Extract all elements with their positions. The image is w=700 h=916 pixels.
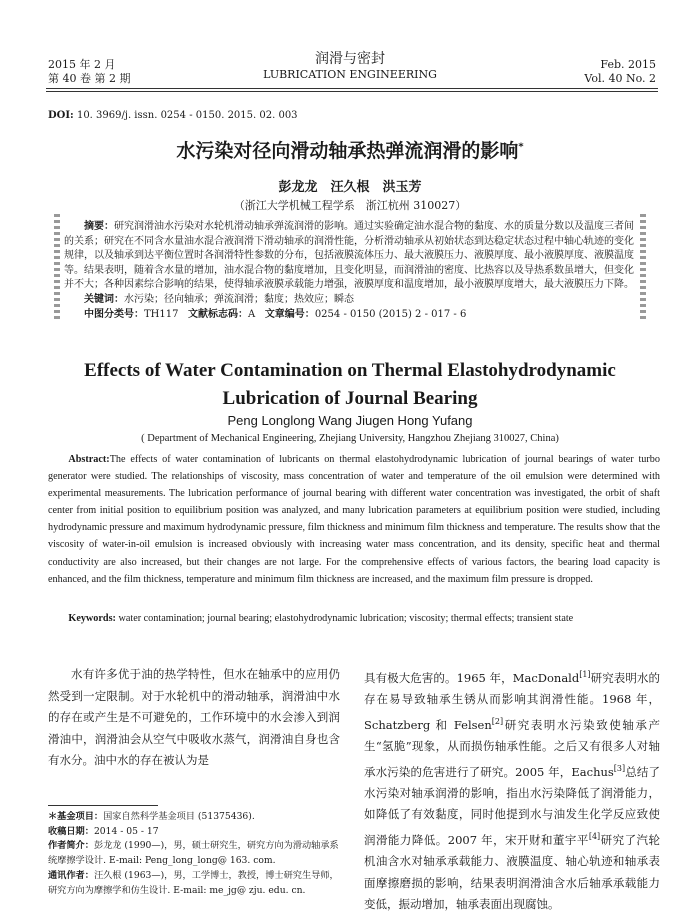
journal-name-en: LUBRICATION ENGINEERING [263,68,437,81]
clc-value: TH117 [144,308,179,320]
body-right-text-2: 研究表明水的存在易导致轴承生锈从而影响其润滑性能。1968 年，Schatzberg 和 Felsen [364,670,660,732]
body-right-text-4: 总结了水污染对轴承润滑的影响，指出水污染降低了润滑能力，如降低了有效黏度，同时他提到水与油发生化学反应致使润滑能力降低。2007 年，宋开财和董宇平 [364,764,661,847]
abstract-en-label: Abstract: [68,454,110,465]
received-note [48,825,340,840]
abstract-cn-para [64,220,634,293]
corr-text: 汪久根 (1963—)，男，工学博士，教授，博士研究生导师，研究方向为摩擦学和仿生设计. E-mail: me_jg@ zju. edu. cn. [48,869,339,896]
author-label: 作者简介： [48,840,94,852]
abstract-cn-text: 研究润滑油水污染对水轮机滑动轴承弹流润滑的影响。通过实验确定油水混合物的黏度、水的质量分数以及温度三者间的关系；研究在不同含水量油水混合液润滑下滑动轴承的润滑性能，分析滑动轴承从初始状态到达稳定状态过程中轴心轨迹的变化规律，以及轴承到达平衡位置时各润滑特性参数的分布，包括液膜流体压力、最大液膜压力、液膜厚度、最小液膜厚度、液膜温度等。结果表明，随着含水量的增加，油水混合物的黏度增加，且变化明显，而润滑油的密度、比热容以及导热系数虽增大，但变化并不大；各种因素综合影响的结果，使得轴承液膜承载能力增强，液膜厚度和温度增加，最小液膜厚度增大，最大液膜压力下降。 [64,221,634,291]
authors-cn: 彭龙龙 汪久根 洪玉芳 [278,180,422,195]
authors-en: Peng Longlong Wang Jiugen Hong Yufang [227,413,473,428]
keywords-en-text: water contamination; journal bearing; elastohydrodynamic lubrication; viscosity; thermal effects; transient state [118,613,574,624]
body-right-text-1: 具有极大危害的。1965 年，MacDonald [364,670,580,685]
body-right-text-5: 研究了汽轮机油含水对轴承承载能力、液膜温度、轴心轨迹和轴承表面摩擦磨损的影响，结果表明润滑油含水后轴承承载能力变低，振动增加，轴承表面出现腐蚀。 [364,832,661,912]
article-no-value: 0254 - 0150 (2015) 2 - 017 - 6 [314,308,467,320]
corresponding-note [48,869,340,898]
issue-month-cn: 2015 年 2 月 [48,58,116,71]
doi-value: 10. 3969/j. issn. 0254 - 0150. 2015. 02. 003 [76,110,298,121]
abstract-cn-label: 摘要： [84,221,114,232]
received-text: 2014 - 05 - 17 [93,825,159,837]
fund-text: 国家自然科学基金项目 (51375436). [103,811,255,822]
citation-3: [3] [613,763,626,773]
keywords-cn [64,293,634,308]
title-footnote-mark: * [518,141,524,153]
keywords-cn-text: 水污染；径向轴承；弹流润滑；黏度；热效应；瞬态 [124,293,354,305]
issue-volume-cn: 第 40 卷 第 2 期 [48,72,131,85]
keywords-en-label: Keywords: [68,613,116,624]
header-rule [46,88,658,89]
journal-name-cn: 润滑与密封 [315,51,385,67]
body-left-column: 水有许多优于油的热学特性，但水在轴承中的应用仍然受到一定限制。对于水轮机中的滑动轴承，润滑油中水的存在或产生是不可避免的，工作环境中的水会渗入到润滑油中，润滑油会从空气中吸收水蒸气，润滑油自身也含有水分。油中水的存在被认为是 [48,667,340,767]
body-right-column [364,664,660,916]
doc-code-label: 文献标志码： [188,308,249,320]
fund-label: ＊基金项目： [48,811,104,822]
citation-1: [1] [579,670,591,679]
footnote-rule [48,805,158,806]
citation-4: [4] [588,831,601,841]
citation-2: [2] [491,716,504,726]
box-border-right [640,214,646,322]
box-border-left [54,214,60,322]
affiliation-cn: （浙江大学机械工程学系 浙江杭州 310027） [233,199,467,212]
title-cn-text: 水污染对径向滑动轴承热弹流润滑的影响 [176,140,519,162]
author-text: 彭龙龙 (1990—)，男，硕士研究生，研究方向为滑动轴承系统摩擦学设计. E-mail: Peng_long_long@ 163. com. [48,840,339,867]
abstract-cn [64,220,634,322]
author-note [48,839,340,868]
title-en-line1: Effects of Water Contamination on Thermal Elastohydrodynamic [84,360,616,381]
issue-date-right [584,58,656,86]
keywords-cn-label: 关键词： [84,293,124,305]
abstract-en [48,451,660,588]
affiliation-en: ( Department of Mechanical Engineering, Zhejiang University, Hangzhou Zhejiang 310027, China) [141,433,559,444]
title-en-line2: Lubrication of Journal Bearing [222,388,478,409]
paper-title-en [0,357,700,413]
doi-label: DOI: [48,110,74,121]
corr-label: 通讯作者： [48,869,94,881]
fund-note [48,810,340,825]
abstract-en-text: The effects of water contamination of lubricants on thermal elastohydrodynamic lubrication of journal bearings of water turbo generator were studied. The relationships of viscosity, mass concentration of water and temperature of the oil emulsion were determined with experimental measurements. The lubrication performance of journal bearing with different water concentration was investigated, the orbit of shaft center from initial position to equilibrium position was analyzed, and many lubrication parameters at equilibrium position were studied, including hydrodynamic pressure and maximum hydrodynamic pressure, film thickness and minimum film thickness and temperature. The results show that the viscosity of water-in-oil emulsion is increased obviously with increasing water mass concentration, and its density, specific heat and thermal conductivity are also increased, but their changes are not large. For the comprehensive effects of various factors, the bearing load capacity is enhanced, and the film thickness, temperature and minimum film thickness are increased, and the maximum film pressure is dropped. [48,454,660,585]
received-label: 收稿日期： [48,825,94,837]
paper-title-cn [0,136,700,163]
body-right-text-3: 研究表明水污染致使轴承产生“氢脆”现象，从而损伤轴承性能。之后又有很多人对轴承水污染的危害进行了研究。2005 年，Eachus [364,717,661,779]
issue-volume-en: Vol. 40 No. 2 [584,72,656,85]
classification-line [64,308,634,323]
doi [48,110,298,121]
issue-month-en: Feb. 2015 [600,58,656,71]
clc-label: 中图分类号： [84,308,144,320]
doc-code-value: A [248,308,256,320]
header-rule-thin [46,91,658,92]
keywords-en [48,610,660,627]
footnotes [48,810,340,898]
article-no-label: 文章编号： [264,308,315,320]
